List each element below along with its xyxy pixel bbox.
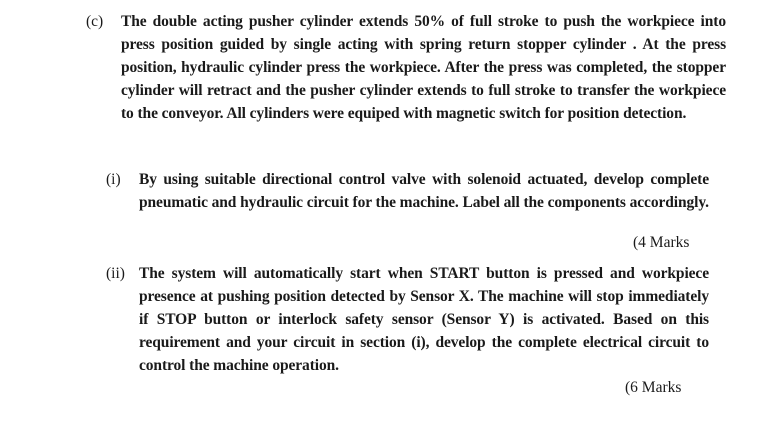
sub-question-i-marks: (4 Marks [633,234,690,251]
sub-question-ii [106,262,726,377]
question-c [86,10,726,125]
sub-question-ii-label: (ii) [106,265,125,282]
sub-question-i-text: By using suitable directional control valve with solenoid actuated, develop complete pneumatic and hydraulic circuit for the machine. Label all the components accordingly. [139,171,709,211]
question-c-text: The double acting pusher cylinder extends 50% of full stroke to push the workpiece into press position guided by single acting with spring return stopper cylinder . At the press position, hydraulic cylinder press the workpiece. After the press was completed, the stopper cylinder will retract and the pusher cylinder extends to full stroke to transfer the workpiece to the conveyor. All cylinders were equiped with magnetic switch for position detection. [121,13,726,122]
sub-question-ii-text: The system will automatically start when START button is pressed and workpiece presence at pushing position detected by Sensor X. The machine will stop immediately if STOP button or interlock safety sensor (Sensor Y) is activated. Based on this requirement and your circuit in section (i), develop the complete electrical circuit to control the machine operation. [139,265,709,374]
sub-question-i [106,168,726,214]
sub-question-ii-marks: (6 Marks [625,379,682,396]
question-c-label: (c) [86,13,104,30]
sub-question-i-label: (i) [106,171,121,188]
